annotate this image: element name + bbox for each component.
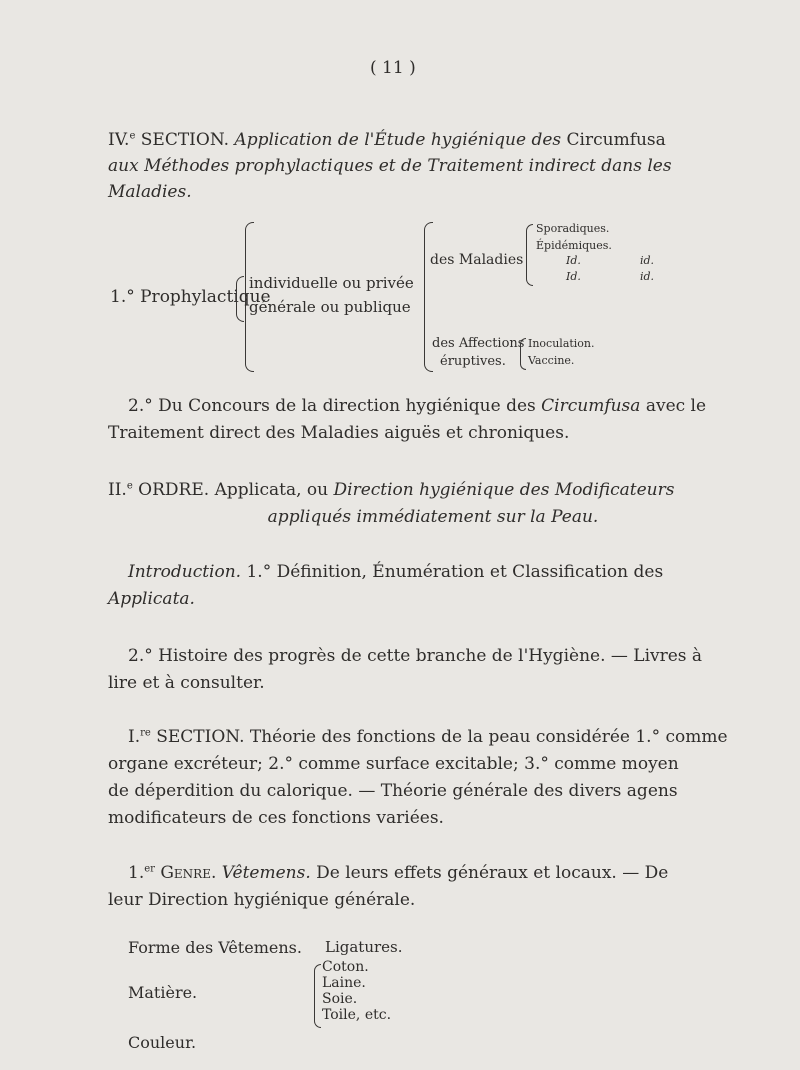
coton-label: Coton. [322, 959, 369, 975]
forme-label: Forme des Vêtemens. [128, 938, 302, 957]
id-2a: Id. [566, 270, 581, 283]
histoire-line1: 2.° Histoire des progrès de cette branche de l'Hygiène. — Livres à [128, 646, 703, 666]
generale-label: générale ou publique [249, 298, 411, 316]
section-iv-heading: IV.$^e$ SECTION. Application de l'Étude hygiénique des Circumfusa [108, 130, 666, 150]
concours-line2: Traitement direct des Maladies aiguës et chroniques. [108, 423, 570, 443]
individuelle-label: individuelle ou privée [249, 274, 414, 292]
section-i-line2: organe excréteur; 2.° comme surface excitable; 3.° comme moyen [108, 754, 679, 774]
sporadiques-label: Sporadiques. [536, 222, 610, 235]
inoculation-label: Inoculation. [528, 337, 595, 350]
id-2b: id. [640, 270, 655, 283]
section-label: SECTION. [140, 130, 230, 150]
brace-affections [520, 338, 526, 370]
ordre-heading: II.$^e$ ORDRE. Applicata, ou Direction hygiénique des Modificateurs [108, 480, 675, 500]
prophylactique-label: 1.° Prophylactique [110, 287, 271, 307]
introduction-line2: Applicata. [108, 589, 195, 609]
ligatures-label: Ligatures. [325, 938, 403, 956]
couleur-label: Couleur. [128, 1033, 197, 1052]
genre-line2: leur Direction hygiénique générale. [108, 890, 416, 910]
section-i-line1: I.$^{re}$ SECTION. Théorie des fonctions de la peau considérée 1.° comme [128, 727, 728, 747]
introduction: Introduction. 1.° Définition, Énumération et Classification des [128, 562, 664, 582]
brace-maladies [526, 224, 533, 286]
affections-label: des Affections [432, 336, 525, 351]
concours-paragraph: 2.° Du Concours de la direction hygiénique des Circumfusa avec le [128, 396, 707, 416]
histoire-line2: lire et à consulter. [108, 673, 265, 693]
section-numeral: IV. [108, 130, 130, 150]
epidemiques-label: Épidémiques. [536, 239, 612, 252]
section-title-italic: Application de l'Étude hygiénique des [234, 130, 562, 150]
brace-matiere [314, 964, 321, 1028]
des-maladies-label: des Maladies [430, 252, 524, 268]
id-1a: Id. [566, 254, 581, 267]
id-1b: id. [640, 254, 655, 267]
matiere-label: Matière. [128, 983, 198, 1002]
genre-line1: 1.$^{er}$ Genre. Vêtemens. De leurs effets généraux et locaux. — De [128, 863, 669, 883]
section-iv-line2: aux Méthodes prophylactiques et de Traitement indirect dans les [108, 156, 672, 176]
vaccine-label: Vaccine. [528, 354, 575, 367]
ordre-line2: appliqués immédiatement sur la Peau. [267, 507, 599, 527]
section-i-line4: modificateurs de ces fonctions variées. [108, 808, 444, 828]
section-iv-line3: Maladies. [108, 182, 192, 202]
toile-label: Toile, etc. [322, 1007, 392, 1023]
eruptives-label: éruptives. [440, 354, 506, 369]
page-number: ( 11 ) [370, 58, 416, 78]
soie-label: Soie. [322, 991, 358, 1007]
laine-label: Laine. [322, 975, 366, 991]
brace-individuelle [236, 276, 244, 322]
section-i-line3: de déperdition du calorique. — Théorie générale des divers agens [108, 781, 678, 801]
section-title-rest: Circumfusa [566, 130, 666, 150]
